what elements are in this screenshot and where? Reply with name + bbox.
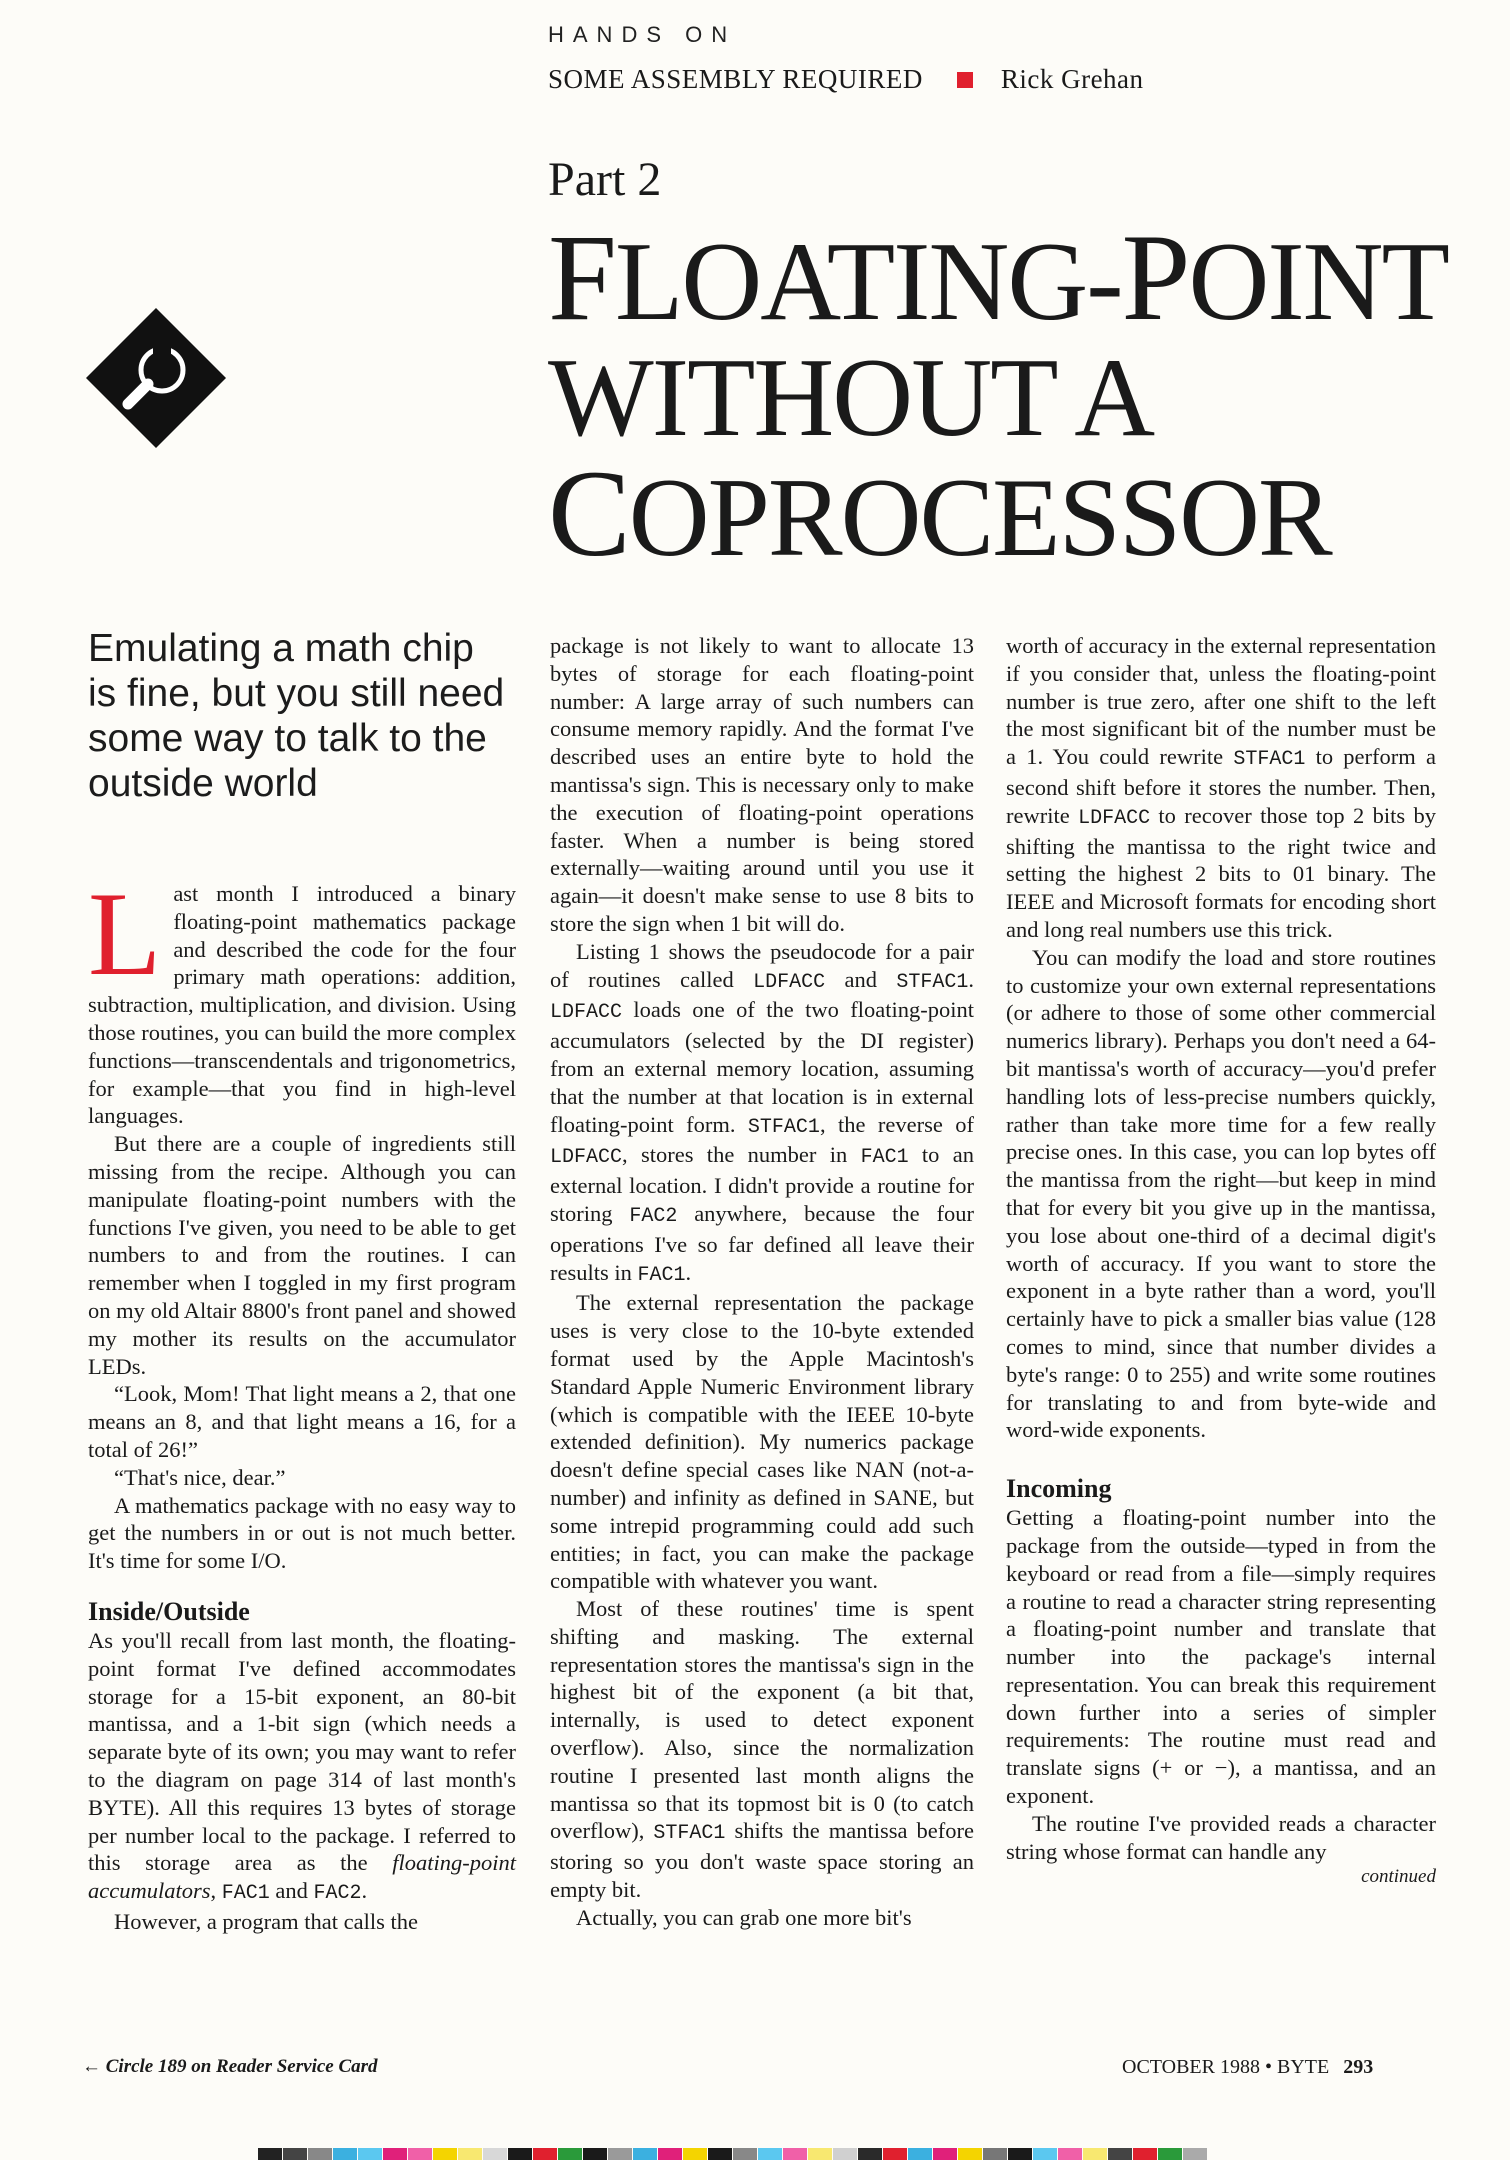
continued-label: continued [1361,1866,1436,1888]
paragraph: “Look, Mom! That light means a 2, that one means an 8, and that light means a 16, for a total of 26!” [88,1381,516,1462]
color-swatch [783,2148,807,2160]
color-swatch [1083,2148,1107,2160]
paragraph: “That's nice, dear.” [114,1464,286,1490]
color-swatch [333,2148,357,2160]
body-column-2 [550,632,974,1932]
paragraph: worth of accuracy in the external representation if you consider that, unless the floating-point number is true zero, after one shift to the left the most significant bit of the number must be a 1. You could rewrite STFAC1 to perform a second shift before it stores the number. Then, rewrite LDFACC to recover those top 2 bits by shifting the mantissa to the right twice and setting the highest 2 bits to 01 binary. The IEEE and Microsoft formats for encoding short and long real numbers use this trick. [1006,633,1436,942]
color-swatch [1033,2148,1057,2160]
color-swatch [258,2148,282,2160]
color-swatch [758,2148,782,2160]
column-name: SOME ASSEMBLY REQUIRED [548,64,923,94]
color-swatch [733,2148,757,2160]
body-column-3 [1006,632,1436,1889]
color-swatch [708,2148,732,2160]
paragraph: package is not likely to want to allocate 13 bytes of storage for each floating-point number: A large array of such numbers can consume memory rapidly. And the format I've described uses an entire byte to hold the mantissa's sign. This is necessary only to make the execution of floating-point operations faster. When a number is being stored externally—waiting around until you use it again—it doesn't make sense to use 8 bits to store the sign when 1 bit will do. [550,633,974,936]
color-swatch [358,2148,382,2160]
color-swatch [833,2148,857,2160]
color-swatch [483,2148,507,2160]
color-swatch [1108,2148,1132,2160]
wrench-diamond-icon [82,304,230,452]
color-swatch [383,2148,407,2160]
color-swatch [658,2148,682,2160]
color-swatch [583,2148,607,2160]
title-line-1: FLOATING-POINT [548,209,1448,346]
paragraph: However, a program that calls the [114,1908,418,1934]
deck-subtitle: Emulating a math chip is fine, but you still need some way to talk to the outside world [88,627,505,805]
color-swatch [933,2148,957,2160]
paragraph: The routine I've provided reads a character string whose format can handle any [1006,1810,1436,1864]
paragraph: Getting a floating-point number into the package from the outside—typed in from the keyboard or read from a file—simply requires a routine to read a character string representing a floating-point number and translate that number into the package's internal representation. You can break this requirement down further into a series of simpler requirements: The routine must read and translate signs (+ or −), a mantissa, and an exponent. [1006,1505,1436,1809]
section-kicker: HANDS ON [548,22,737,47]
paragraph: The external representation the package uses is very close to the 10-byte extended format used by the Apple Macintosh's Standard Apple Numeric Environment library (which is compatible with the IEEE 10-byte extended definition). My numerics package doesn't define special cases like NAN (not-a-number) and infinity as defined in SANE, but some intrepid programming could add such entities; in fact, you can make the package compatible with whatever you want. [550,1290,974,1594]
color-swatch [608,2148,632,2160]
red-square-icon [957,72,973,88]
color-swatch [1183,2148,1207,2160]
paragraph: But there are a couple of ingredients still missing from the recipe. Although you can manipulate floating-point numbers with the functions I've given, you need to be able to get numbers to and from the routines. I can remember when I toggled in my first program on my old Altair 8800's front panel and showed my mother its results on the accumulator LEDs. [88,1131,516,1379]
page-number: 293 [1343,2056,1374,2078]
paragraph: You can modify the load and store routines to customize your own external representations (or adhere to those of some other commercial numerics library). Perhaps you don't need a 64-bit mantissa's worth of accuracy—you'd prefer handling lots of less-precise numbers quickly, rather than take more time for a few really precise ones. In this case, you can lop bytes off the mantissa from the right—but keep in mind that for every bit you give up in the mantissa, you lose about one-third of a decimal digit's worth of accuracy. If you want to store the exponent in a byte rather than a word, you'll certainly have to pick a smaller bias value (128 comes to mind, since that number divides a byte's range: 0 to 255) and write some routines for translating to and from byte-wide and word-wide exponents. [1006,944,1436,1443]
part-label: Part 2 [548,153,662,206]
author-name: Rick Grehan [1000,64,1144,94]
color-swatch [1008,2148,1032,2160]
issue-date: OCTOBER 1988 • BYTE [1122,2056,1330,2078]
color-swatch [808,2148,832,2160]
color-swatch [508,2148,532,2160]
paragraph: Actually, you can grab one more bit's [576,1904,912,1930]
subhead-incoming: Incoming [1006,1474,1112,1504]
color-swatch [283,2148,307,2160]
color-swatch [908,2148,932,2160]
color-swatch [308,2148,332,2160]
body-column-1 [88,867,516,1936]
color-swatch [1133,2148,1157,2160]
paragraph: Listing 1 shows the pseudocode for a pair of routines called LDFACC and STFAC1. LDFACC loads one of the two floating-point accumulators (selected by the DI register) from an external memory location, assuming that the number at that location is in external floating-point form. STFAC1, the reverse of LDFACC, stores the number in FAC1 to an external location. I didn't provide a routine for storing FAC2 anywhere, because the four operations I've so far defined all leave their results in FAC1. [550,938,974,1287]
paragraph: As you'll recall from last month, the floating-point format I've defined accommodates storage for a 15-bit exponent, an 80-bit mantissa, and a 1-bit sign (which needs a separate byte of its own; you may want to refer to the diagram on page 314 of last month's BYTE). All this requires 13 bytes of storage per number local to the package. I referred to this storage area as the floating-point accumulators, FAC1 and FAC2. [88,1627,516,1906]
color-swatch [633,2148,657,2160]
color-swatch [533,2148,557,2160]
color-swatch [458,2148,482,2160]
reader-service-note: ← Circle 189 on Reader Service Card [82,2056,378,2077]
color-swatch [433,2148,457,2160]
page-footer [1122,2056,1373,2079]
color-swatch [858,2148,882,2160]
color-swatch [683,2148,707,2160]
paragraph: Last month I introduced a binary floating-point mathematics package and described the code for the four primary math operations: addition, subtraction, multiplication, and division. Using those routines, you can build the more complex functions—transcendentals and trigonometrics, for example—that you find in high-level languages. [88,867,516,1129]
color-swatch [558,2148,582,2160]
article-title [548,209,1448,582]
paragraph: Most of these routines' time is spent shifting and masking. The external representation stores the mantissa's sign in the highest bit of the exponent (a bit that, internally, is used to detect exponent overflow). Also, since the normalization routine I presented last month aligns the mantissa so that its topmost bit is 0 (to catch overflow), STFAC1 shifts the mantissa before storing so you don't waste space storing an empty bit. [550,1596,974,1903]
paragraph: A mathematics package with no easy way to get the numbers in or out is not much better. It's time for some I/O. [88,1492,516,1574]
color-swatch [983,2148,1007,2160]
subhead-inside-outside: Inside/Outside [88,1596,250,1626]
color-swatch [883,2148,907,2160]
column-header [548,64,1144,95]
drop-cap: L [88,867,162,1000]
color-swatch [958,2148,982,2160]
color-swatch [1058,2148,1082,2160]
color-swatch [1158,2148,1182,2160]
title-line-3: COPROCESSOR [548,445,1331,582]
color-swatch [408,2148,432,2160]
print-color-bar [258,2148,1208,2160]
title-line-2: WITHOUT A [548,336,1154,460]
